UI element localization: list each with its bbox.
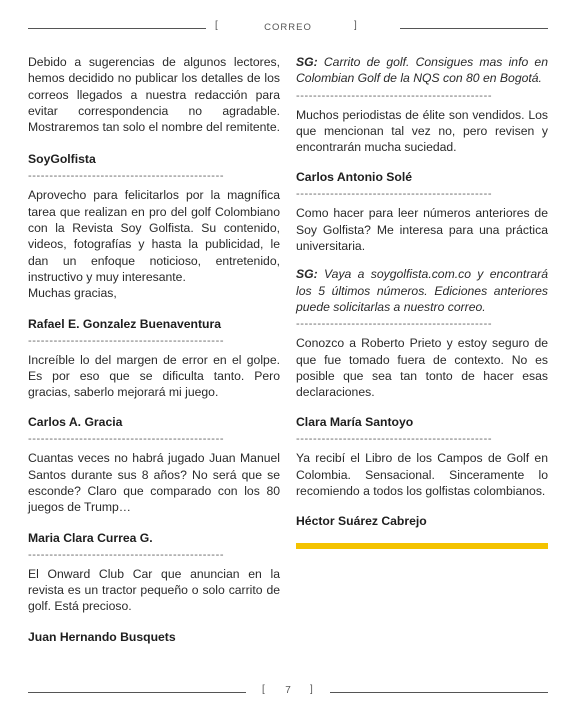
separator: ----------------------------------------------: [28, 171, 225, 182]
letter: [296, 169, 548, 254]
page-header: [28, 20, 548, 36]
separator: ----------------------------------------------: [28, 335, 225, 346]
footer-bracket-open: [: [262, 684, 265, 695]
editor-tag: SG:: [296, 55, 318, 69]
letter: [28, 414, 280, 515]
letter: [28, 316, 280, 401]
page-footer: [28, 684, 548, 700]
editor-reply: [296, 54, 548, 87]
separator: ----------------------------------------------: [28, 549, 225, 560]
footer-rule-right: [330, 692, 548, 693]
letter-body: Cuantas veces no habrá jugado Juan Manuel Santos durante sus 8 años? No será que se esconde? Claro que comparado con los 80 juegos de Trump…: [28, 451, 280, 515]
header-rule-right: [400, 28, 548, 29]
editor-reply: [296, 266, 548, 315]
header-bracket-open: [: [215, 20, 218, 31]
letter-body: Conozco a Roberto Prieto y estoy seguro de que fue tomado fuera de contexto. No es posible que sea tan tonto de hacer esas declaraciones.: [296, 336, 548, 400]
letter-author: SoyGolfista: [28, 152, 96, 167]
letter-author: Carlos Antonio Solé: [296, 170, 413, 185]
accent-bar: [296, 543, 548, 549]
letter-author: Rafael E. Gonzalez Buenaventura: [28, 316, 222, 331]
letter-body: Como hacer para leer números anteriores de Soy Golfista? Me interesa para una práctica universitaria.: [296, 206, 548, 254]
editor-tag: SG:: [296, 267, 318, 282]
page-number: 7: [285, 685, 291, 696]
right-column: [296, 54, 548, 549]
letter-author: Juan Hernando Busquets: [28, 629, 176, 644]
letter-body: Muchos periodistas de élite son vendidos. Los que mencionan tal vez no, pero revisen y encontrarán mucha suciedad.: [296, 107, 548, 155]
letter: [296, 414, 548, 499]
separator: ----------------------------------------------: [296, 434, 493, 445]
letter-author: Carlos A. Gracia: [28, 415, 123, 430]
editor-reply-text: Carrito de golf. Consigues mas info en Colombian Golf de la NQS con 80 en Bogotá.: [296, 55, 548, 86]
section-title: CORREO: [264, 22, 312, 33]
letter: [28, 530, 280, 615]
separator: ----------------------------------------------: [28, 434, 225, 445]
letter-author: Héctor Suárez Cabrejo: [296, 514, 427, 529]
letter-author: Clara María Santoyo: [296, 415, 414, 430]
letter-body: Ya recibí el Libro de los Campos de Golf en Colombia. Sensacional. Sinceramente lo recomiendo a todos los golfistas colombianos.: [296, 451, 548, 499]
separator: ----------------------------------------------: [296, 319, 493, 330]
footer-bracket-close: ]: [310, 684, 313, 695]
letter-signoff: Muchas gracias,: [28, 286, 117, 301]
intro-note: Debido a sugerencias de algunos lectores, hemos decidido no publicar los detalles de los correos llegados a nuestra redacción para evitar correspondencia no agradable. Mostraremos tan solo el nombre del remitente.: [28, 55, 280, 135]
letter-body: Aprovecho para felicitarlos por la magnífica tarea que realizan en pro del golf Colombiano con la Revista Soy Golfista. Su contenido, videos, fotografías y hasta la publicidad, le dan un enfoque noticioso, entretenido, instructivo y muy interesante.: [28, 188, 280, 284]
separator: ----------------------------------------------: [296, 189, 493, 200]
letter: [28, 151, 280, 301]
letter-body: El Onward Club Car que anuncian en la revista es un tractor pequeño o solo carrito de golf. Está precioso.: [28, 566, 280, 614]
editor-reply-text: Vaya a soygolfista.com.co y encontrará los 5 últimos números. Ediciones anteriores puede solicitarlas a nuestro correo.: [296, 267, 548, 314]
header-bracket-close: ]: [354, 20, 357, 31]
letter-author: Maria Clara Currea G.: [28, 530, 153, 545]
letter-body: Increíble lo del margen de error en el golpe. Es por eso que se dificulta tanto. Pero gracias, saberlo mejorará mi juego.: [28, 352, 280, 400]
left-column: [28, 54, 280, 645]
separator: ----------------------------------------------: [296, 90, 493, 101]
